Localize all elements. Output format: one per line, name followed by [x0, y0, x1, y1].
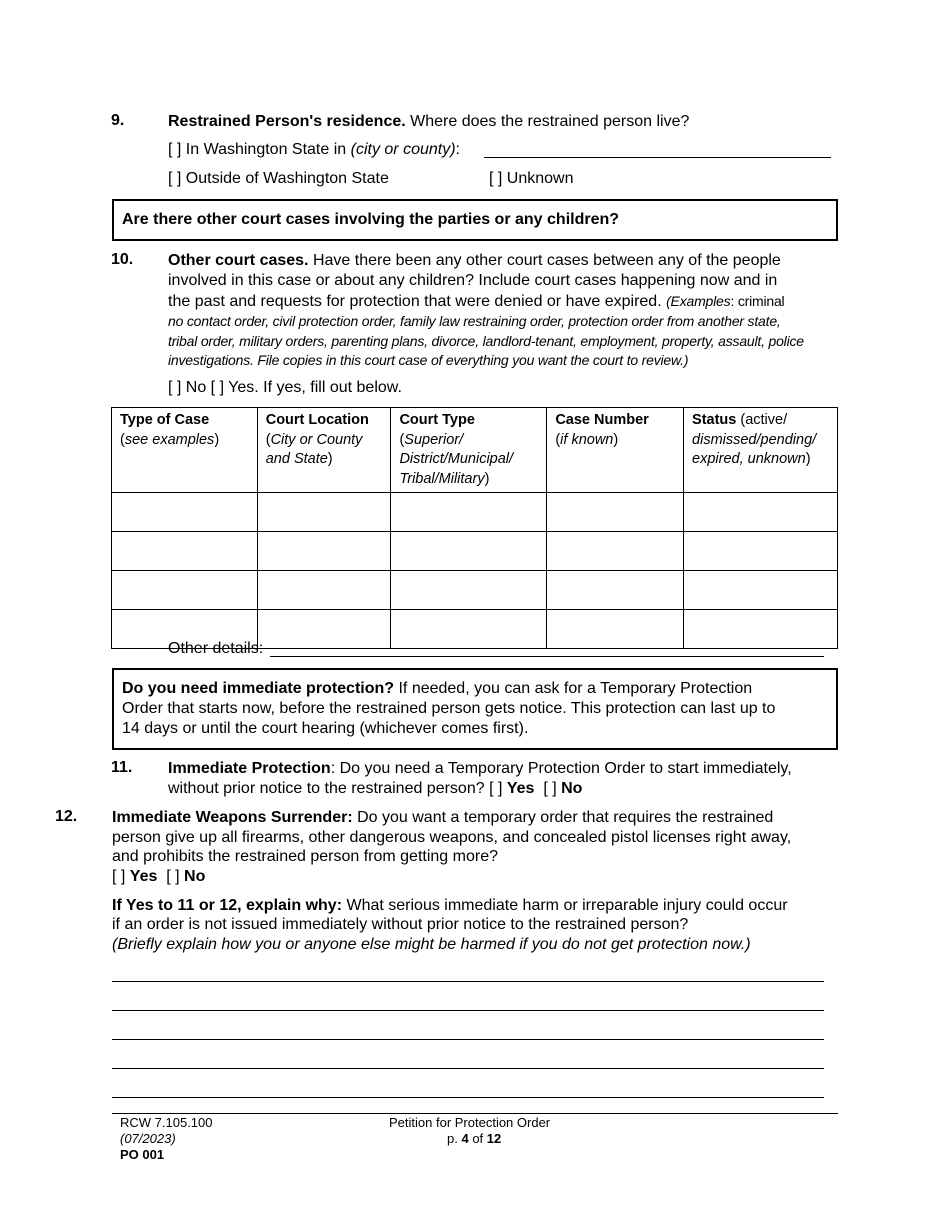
header-status-hint-2: dismissed/pending/	[692, 431, 817, 448]
header-status-title: Status	[692, 412, 737, 428]
header-location-paren-open: (	[265, 431, 271, 448]
header-location-hint-2: and State	[265, 451, 328, 467]
table-cell[interactable]	[112, 571, 258, 610]
footer-rcw: RCW 7.105.100	[120, 1115, 213, 1130]
table-cell[interactable]	[112, 532, 258, 571]
header-court-type-title: Court Type	[399, 412, 475, 428]
table-cell[interactable]	[547, 493, 684, 532]
examples-start	[666, 293, 784, 309]
court-cases-table	[111, 407, 838, 649]
header-location-title: Court Location	[265, 412, 369, 428]
header-status-hint-3: expired, unknown	[692, 451, 806, 467]
section-12-yes-box: [ ]	[112, 868, 130, 885]
explain-title: If Yes to 11 or 12, explain why:	[112, 897, 343, 914]
explain-line-2: if an order is not issued immediately without prior notice to the restrained person?	[112, 916, 689, 933]
footer-date: (07/2023)	[120, 1131, 176, 1146]
section-10-yes-no[interactable]: [ ] No [ ] Yes. If yes, fill out below.	[168, 379, 402, 396]
header-case-number-hint: if known	[560, 431, 614, 448]
footer-title: Petition for Protection Order	[389, 1115, 551, 1130]
table-cell[interactable]	[257, 610, 391, 649]
other-details-input-line[interactable]	[270, 656, 824, 657]
header-status	[684, 408, 838, 493]
table-cell[interactable]	[391, 532, 547, 571]
section-12-text-1: Do you want a temporary order that requires the restrained	[352, 809, 774, 826]
footer-page-prefix: p.	[447, 1131, 462, 1146]
table-cell[interactable]	[684, 493, 838, 532]
section-10-line-3	[168, 291, 784, 312]
header-status-hint-1: (active/	[736, 412, 788, 428]
table-cell[interactable]	[547, 571, 684, 610]
footer-page-total: 12	[486, 1131, 502, 1146]
section-12-yes-no[interactable]	[112, 867, 205, 887]
section-10-line-2: involved in this case or about any children? Include court cases happening now and in	[168, 272, 778, 289]
section-11-line-1	[168, 759, 792, 779]
header-case-number-paren-open: (	[555, 431, 561, 448]
explain-line-1	[112, 896, 788, 916]
header-court-type-hint-3: Tribal/Military	[399, 470, 485, 487]
section-9-question: Where does the restrained person live?	[405, 113, 690, 130]
section-12-no: No	[184, 868, 206, 885]
header-type-paren-close: )	[214, 431, 220, 448]
table-cell[interactable]	[547, 532, 684, 571]
section-10-text-1: Have there been any other court cases between any of the people	[308, 252, 781, 269]
section-11-yes: Yes	[506, 780, 535, 797]
immediate-box-line-3: 14 days or until the court hearing (whichever comes first).	[122, 720, 529, 737]
table-cell[interactable]	[257, 493, 391, 532]
header-court-type-paren: (	[399, 431, 405, 448]
immediate-box-title: Do you need immediate protection?	[122, 680, 395, 697]
section-11-line-2[interactable]	[168, 779, 582, 799]
explain-answer-line[interactable]	[112, 1039, 824, 1040]
table-cell[interactable]	[391, 610, 547, 649]
table-cell[interactable]	[547, 610, 684, 649]
header-type-of-case	[112, 408, 258, 493]
other-details-label: Other details:	[168, 640, 264, 657]
section-12-line-3: and prohibits the restrained person from getting more?	[112, 848, 498, 865]
table-header-row	[112, 408, 838, 493]
header-court-location	[257, 408, 391, 493]
header-type-hint: see examples	[124, 431, 215, 448]
section-12-yes: Yes	[129, 868, 158, 885]
immediate-box-line-2: Order that starts now, before the restrained person gets notice. This protection can last up to	[122, 700, 776, 717]
other-cases-box-text: Are there other court cases involving the parties or any children?	[122, 211, 620, 228]
section-9-option-unknown[interactable]: [ ] Unknown	[489, 170, 574, 187]
section-10-text-3: the past and requests for protection that were denied or have expired.	[168, 293, 662, 310]
header-case-number-paren-close: )	[613, 431, 619, 448]
header-status-paren-close: )	[805, 451, 811, 467]
section-9-heading	[168, 112, 689, 132]
section-10-line-1	[168, 251, 781, 271]
section-11-number: 11.	[111, 759, 133, 776]
explain-line-3: (Briefly explain how you or anyone else might be harmed if you do not get protection now.)	[112, 936, 751, 953]
section-10-title: Other court cases.	[168, 252, 309, 269]
header-case-number	[547, 408, 684, 493]
footer-form-number: PO 001	[120, 1147, 165, 1162]
city-county-input-line[interactable]	[484, 157, 831, 158]
section-12-no-box: [ ]	[157, 868, 185, 885]
other-cases-box	[112, 199, 838, 241]
table-row	[112, 571, 838, 610]
section-12-title: Immediate Weapons Surrender:	[112, 809, 353, 826]
header-type-paren-open: (	[120, 431, 125, 448]
footer-page-of: of	[468, 1131, 487, 1146]
header-location-paren-close: )	[327, 451, 333, 467]
footer-page	[447, 1131, 501, 1147]
table-cell[interactable]	[684, 610, 838, 649]
table-cell[interactable]	[684, 571, 838, 610]
table-cell[interactable]	[684, 532, 838, 571]
table-cell[interactable]	[257, 532, 391, 571]
table-row	[112, 493, 838, 532]
section-12-number: 12.	[55, 808, 78, 825]
option-washington-hint: (city or county)	[350, 141, 456, 158]
section-9-option-washington[interactable]	[168, 140, 460, 160]
section-9-title: Restrained Person's residence.	[168, 113, 406, 130]
examples-line-4: investigations. File copies in this court case of everything you want the court to review.)	[168, 352, 689, 368]
table-cell[interactable]	[391, 571, 547, 610]
table-cell[interactable]	[112, 493, 258, 532]
explain-answer-line[interactable]	[112, 981, 824, 982]
explain-answer-line[interactable]	[112, 1097, 824, 1098]
table-cell[interactable]	[391, 493, 547, 532]
section-9-number: 9.	[111, 112, 125, 129]
section-11-text-1: : Do you need a Temporary Protection Order to start immediately,	[330, 760, 792, 777]
examples-text-1: : criminal	[730, 293, 785, 309]
header-court-type-hint-2: District/Municipal/	[399, 451, 514, 467]
table-cell[interactable]	[257, 571, 391, 610]
section-9-option-outside[interactable]: [ ] Outside of Washington State	[168, 170, 389, 187]
section-11-text-2: without prior notice to the restrained person? [ ]	[168, 780, 507, 797]
section-11-no-box: [ ]	[534, 780, 562, 797]
explain-answer-line[interactable]	[112, 1010, 824, 1011]
header-location-hint-1: City or County	[270, 431, 363, 448]
explain-text-1: What serious immediate harm or irreparable injury could occur	[342, 897, 788, 914]
immediate-box-line-1	[122, 679, 752, 699]
header-court-type-hint-1: Superior/	[404, 431, 464, 448]
immediate-box-text-1: If needed, you can ask for a Temporary Protection	[394, 680, 753, 697]
option-washington-colon: :	[455, 141, 460, 158]
section-12-line-2: person give up all firearms, other dangerous weapons, and concealed pistol licenses right away,	[112, 829, 792, 846]
immediate-protection-box	[112, 668, 838, 750]
explain-answer-line[interactable]	[112, 1068, 824, 1069]
option-washington-label: [ ] In Washington State in	[168, 141, 351, 158]
header-court-type	[391, 408, 547, 493]
section-12-line-1	[112, 808, 773, 828]
header-type-title: Type of Case	[120, 412, 210, 428]
examples-label: (Examples	[666, 293, 731, 309]
examples-line-2: no contact order, civil protection order, family law restraining order, protection order from another state,	[168, 313, 781, 329]
section-11-no: No	[561, 780, 583, 797]
section-11-title: Immediate Protection	[168, 760, 331, 777]
footer-rule	[112, 1113, 838, 1114]
table-row	[112, 532, 838, 571]
footer-page-number: 4	[461, 1131, 469, 1146]
header-court-type-paren-close: )	[484, 470, 490, 487]
section-10-number: 10.	[111, 251, 134, 268]
examples-line-3: tribal order, military orders, parenting plans, divorce, landlord-tenant, employment, property, assault, police	[168, 333, 804, 349]
header-case-number-title: Case Number	[555, 412, 649, 428]
